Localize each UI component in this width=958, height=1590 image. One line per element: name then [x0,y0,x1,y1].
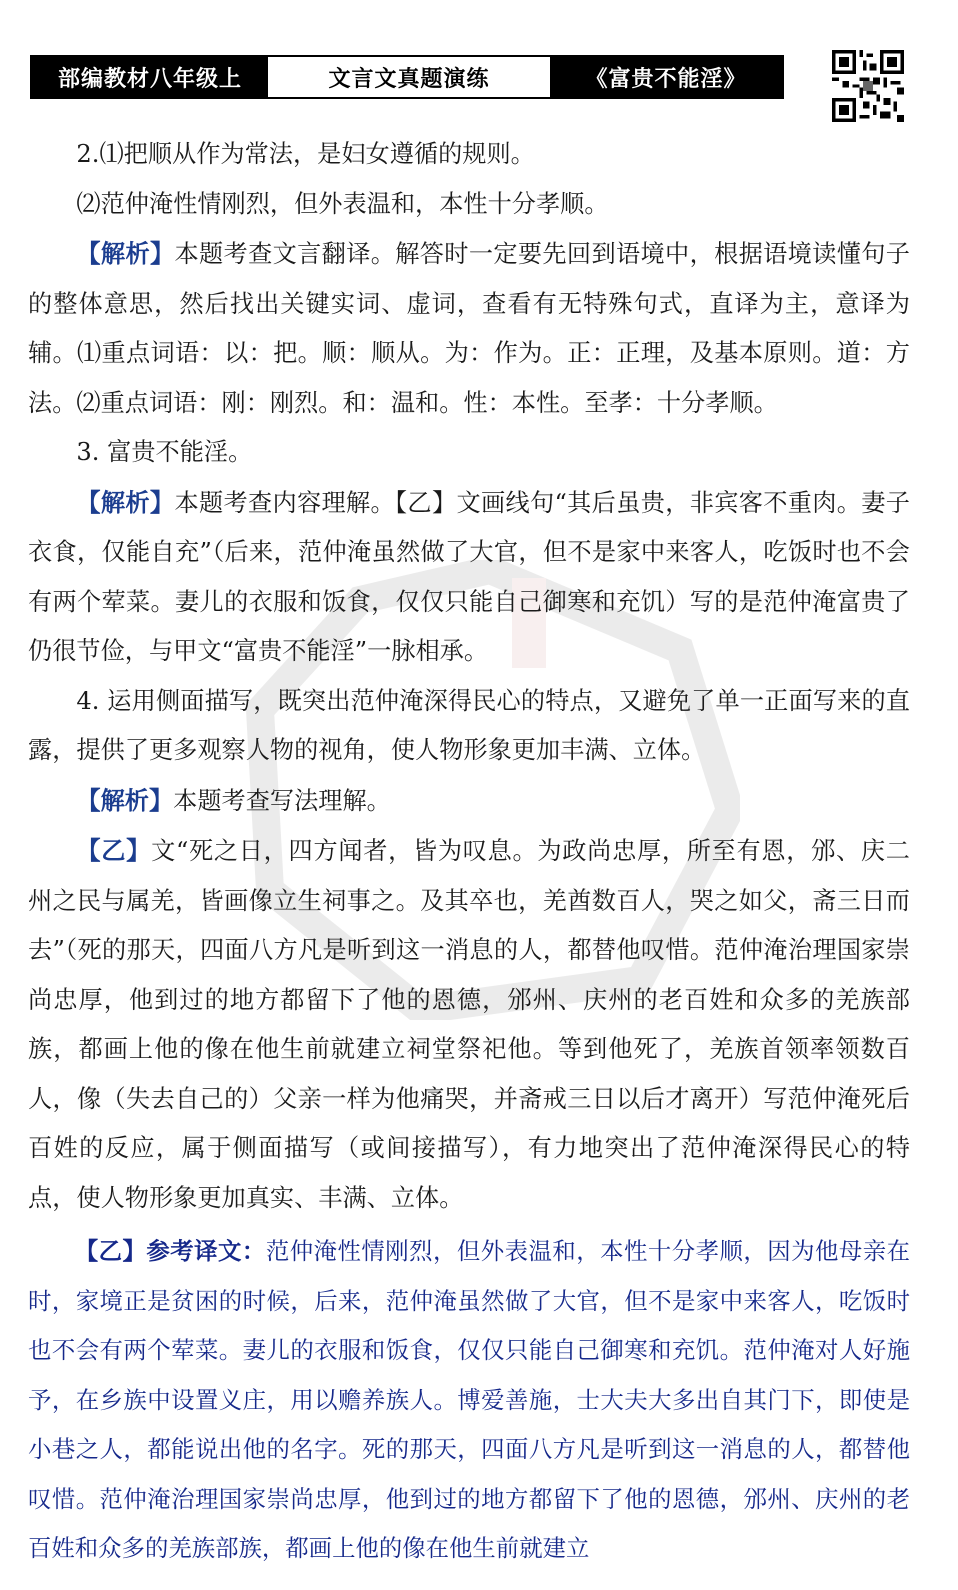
answer-4: 4. 运用侧面描写，既突出范仲淹深得民心的特点，又避免了单一正面写来的直露，提供了更多观察人物的视角，使人物形象更加丰满、立体。 [28,686,910,764]
translation-tag: 【乙】参考译文： [74,1237,266,1265]
analysis-3 [28,478,910,677]
header-text-title: 《富贵不能淫》 [550,57,782,97]
analysis-3-text: 本题考查内容理解。【乙】文画线句“其后虽贵，非宾客不重肉。妻子衣食，仅能自充”（后来，范仲淹虽然做了大官，但不是家中来客人，吃饭时也不会有两个荤菜。妻儿的衣服和饭食，仅仅只能自己御寒和充饥）写的是范仲淹富贵了仍很节俭，与甲文“富贵不能淫”一脉相承。 [28,488,910,665]
header-section-title: 文言文真题演练 [268,57,550,97]
answer-2-part-1: 2.⑴把顺从作为常法，是妇女遵循的规则。 [76,140,535,168]
analysis-tag: 【解析】 [76,239,175,268]
yi-tag: 【乙】 [76,836,152,865]
analysis-4 [28,776,910,827]
answer-2-part-2: ⑵范仲淹性情刚烈，但外表温和，本性十分孝顺。 [76,189,609,218]
qr-code-icon [832,50,904,122]
reference-translation [28,1227,910,1574]
analysis-4-detail-text: 文“死之日，四方闻者，皆为叹息。为政尚忠厚，所至有恩，邠、庆二州之民与属羌，皆画像立生祠事之。及其卒也，羌酋数百人，哭之如父，斋三日而去”（死的那天，四面八方凡是听到这一消息的人，都替他叹惜。范仲淹治理国家崇尚忠厚，他到过的地方都留下了他的恩德，邠州、庆州的老百姓和众多的羌族部族，都画上他的像在他生前就建立祠堂祭祀他。等到他死了，羌族首领率领数百人，像（失去自己的）父亲一样为他痛哭，并斋戒三日以后才离开）写范仲淹死后百姓的反应，属于侧面描写（或间接描写），有力地突出了范仲淹深得民心的特点，使人物形象更加真实、丰满、立体。 [28,837,910,1212]
answer-content [28,130,910,1574]
analysis-2-text: 本题考查文言翻译。解答时一定要先回到语境中，根据语境读懂句子的整体意思，然后找出关键实词、虚词，查看有无特殊句式，直译为主，意译为辅。⑴重点词语：以：把。顺：顺从。为：作为。正：正理，及基本原则。道：方法。⑵重点词语：刚：刚烈。和：温和。性：本性。至孝：十分孝顺。 [28,240,910,417]
analysis-2 [28,229,910,428]
analysis-tag: 【解析】 [76,487,175,517]
analysis-4-text: 本题考查写法理解。 [173,786,391,815]
answer-3: 3. 富贵不能淫。 [76,438,253,466]
analysis-4-detail [28,826,910,1223]
analysis-tag: 【解析】 [76,785,174,815]
header-bar [30,55,784,99]
translation-text: 范仲淹性情刚烈，但外表温和，本性十分孝顺，因为他母亲在时，家境正是贫困的时候，后来，范仲淹虽然做了大官，但不是家中来客人，吃饭时也不会有两个荤菜。妻儿的衣服和饭食，仅仅只能自己御寒和充饥。范仲淹对人好施予，在乡族中设置义庄，用以赡养族人。博爱善施，士大夫大多出自其门下，即使是小巷之人，都能说出他的名字。死的那天，四面八方凡是听到这一消息的人，都替他叹惜。范仲淹治理国家崇尚忠厚，他到过的地方都留下了他的恩德，邠州、庆州的老百姓和众多的羌族部族，都画上他的像在他生前就建立 [28,1237,910,1562]
header-grade-label: 部编教材八年级上 [32,57,268,97]
